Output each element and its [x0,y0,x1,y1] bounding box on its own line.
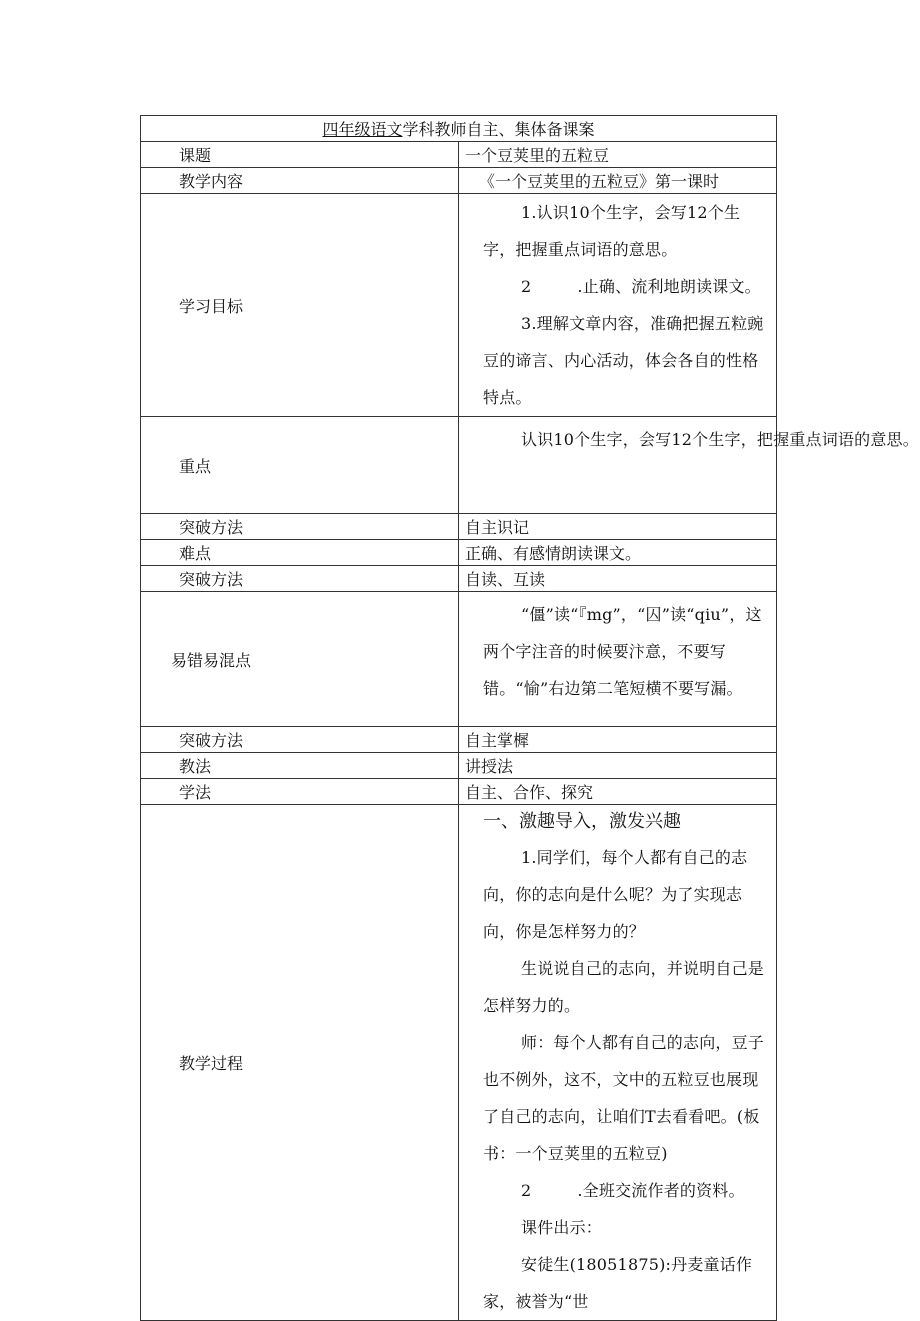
goal-1: 1.认识10个生字，会写12个生字，把握重点词语的意思。 [483,203,741,259]
difficulty-label: 难点 [179,544,212,563]
key-label: 重点 [179,456,212,476]
conf-method-label: 突破方法 [179,731,244,750]
topic-row [141,142,777,168]
learn-method-label: 学法 [179,783,212,802]
topic-label-cell [141,142,459,168]
key-method-value: 自主识记 [459,514,777,540]
process-heading: 一、激趣导入，激发兴趣 [483,811,681,832]
confusing-text: “僵”读“『mg”，“囚”读“qiu”，这两个字注音的时候要汴意，不要写错。“愉”右边第二笔短横不要写漏。 [483,605,762,698]
diff-method-label-cell [141,566,459,592]
process-p6: 安徒生(18051875):丹麦童话作家，被誉为“世 [483,1255,753,1311]
table-title [141,116,777,142]
confusing-body [459,592,777,727]
learn-method-value: 自主、合作、探究 [459,779,777,805]
key-method-label-cell [141,514,459,540]
lesson-plan-table [140,115,919,1321]
goal-2 [459,268,776,305]
goals-row [141,194,777,417]
key-label-cell [141,417,459,514]
difficulty-value: 正确、有感情朗读课文。 [459,540,777,566]
topic-value: 一个豆荚里的五粒豆 [459,142,777,168]
difficulty-label-cell [141,540,459,566]
key-body [459,417,919,514]
conf-method-row [141,727,777,753]
diff-method-value: 自读、互读 [459,566,777,592]
process-p1: 1.同学们，每个人都有自己的志向，你的志向是什么呢？为了实现志向，你是怎样努力的？ [483,848,748,941]
process-label: 教学过程 [179,1054,244,1073]
content-row [141,168,777,194]
title-row [141,116,777,142]
process-p3: 师：每个人都有自己的志向，豆子也不例外，这不，文中的五粒豆也展现了自己的志向，让咱们T去看看吧。(板书：一个豆荚里的五粒豆) [483,1033,765,1163]
process-row [141,805,777,1321]
goals-body [459,194,777,417]
process-body [459,805,777,1321]
teach-method-value: 讲授法 [459,753,777,779]
topic-label: 课题 [179,146,212,165]
goals-label-cell [141,194,459,417]
teach-method-row [141,753,777,779]
confusing-row [141,592,777,727]
difficulty-row [141,540,777,566]
content-label-cell [141,168,459,194]
goal-3: 3.理解文章内容，准确把握五粒豌豆的谛言、内心活动，体会各自的性格特点。 [483,314,764,407]
key-method-label: 突破方法 [179,518,244,537]
process-label-cell [141,805,459,1321]
process-p2: 生说说自己的志向，并说明自己是怎样努力的。 [483,959,765,1015]
key-method-row [141,514,777,540]
diff-method-label: 突破方法 [179,570,244,589]
confusing-label-cell [141,592,459,727]
conf-method-label-cell [141,727,459,753]
content-label: 教学内容 [179,172,244,191]
process-p5: 课件出示： [521,1218,603,1237]
diff-method-row [141,566,777,592]
content-value: 《一个豆荚里的五粒豆》第一课时 [459,168,777,194]
learn-method-label-cell [141,779,459,805]
key-text: 认识10个生字，会写12个生字，把握重点词语的意思。 [521,430,919,449]
teach-method-label: 教法 [179,757,212,776]
title-subject: 四年级语文 [322,120,403,139]
teach-method-label-cell [141,753,459,779]
learn-method-row [141,779,777,805]
title-rest: 学科教师自主、集体备课案 [402,120,595,139]
goal-2-num: 2 [521,277,532,296]
key-row [141,417,777,514]
confusing-label: 易错易混点 [171,650,252,670]
goal-2-text: .止确、流利地朗读课文。 [577,277,761,296]
process-p4-num: 2 [521,1181,532,1200]
process-p4-text: .全班交流作者的资料。 [577,1181,745,1200]
conf-method-value: 自主掌樨 [459,727,777,753]
process-p4 [459,1172,776,1209]
goals-label: 学习目标 [179,296,244,316]
